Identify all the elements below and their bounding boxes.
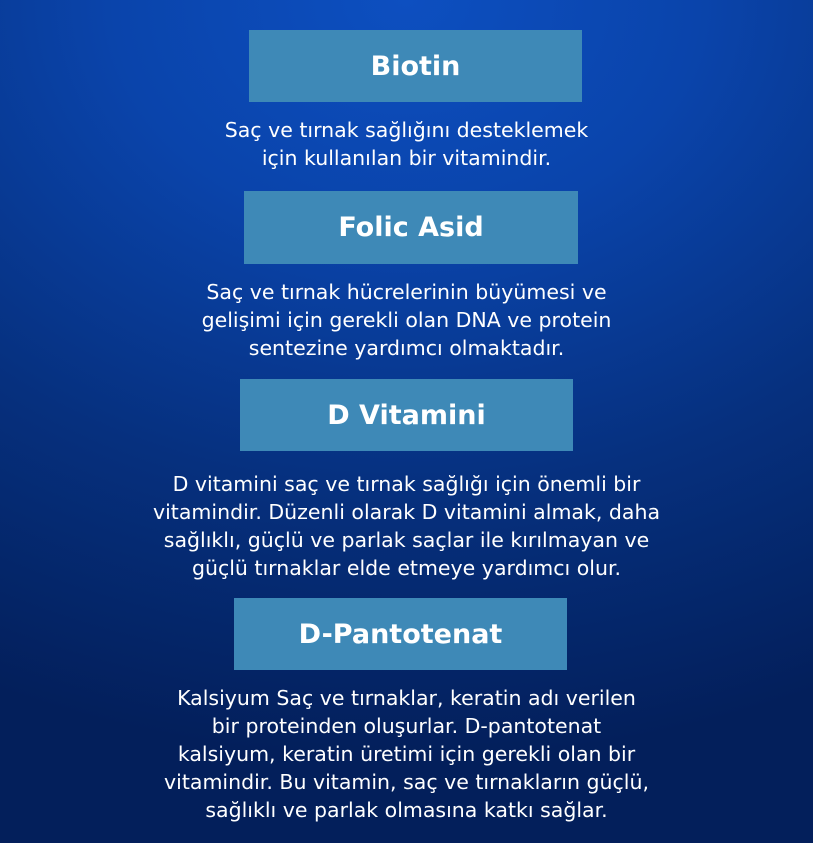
section-title-text: D Vitamini xyxy=(327,399,486,431)
description-line: gelişimi için gerekli olan DNA ve protein xyxy=(201,308,612,332)
description-line: bir proteinden oluşurlar. D-pantotenat xyxy=(211,714,602,738)
section-title-folic-asid xyxy=(244,191,578,264)
section-title-d-pantotenat xyxy=(234,598,567,670)
section-description-biotin xyxy=(0,116,813,172)
description-line: kalsiyum, keratin üretimi için gerekli olan bir xyxy=(177,742,636,766)
description-line: Kalsiyum Saç ve tırnaklar, keratin adı verilen xyxy=(177,686,636,710)
section-title-biotin xyxy=(249,30,582,102)
description-line: sentezine yardımcı olmaktadır. xyxy=(248,336,565,360)
description-line: sağlıklı, güçlü ve parlak saçlar ile kırılmayan ve xyxy=(163,528,650,552)
description-line: Saç ve tırnak hücrelerinin büyümesi ve xyxy=(206,280,607,304)
description-line: Saç ve tırnak sağlığını desteklemek xyxy=(224,118,589,142)
description-line: için kullanılan bir vitamindir. xyxy=(261,146,552,170)
section-description-d-pantotenat xyxy=(0,684,813,824)
description-line: vitamindir. Düzenli olarak D vitamini almak, daha xyxy=(152,500,661,524)
section-title-d-vitamini xyxy=(240,379,573,451)
section-description-folic-asid xyxy=(0,278,813,362)
section-title-text: Biotin xyxy=(370,50,461,82)
section-description-d-vitamini xyxy=(0,470,813,582)
section-title-text: D-Pantotenat xyxy=(298,618,503,650)
description-line: vitamindir. Bu vitamin, saç ve tırnakların güçlü, xyxy=(164,770,649,794)
description-line: güçlü tırnaklar elde etmeye yardımcı olur. xyxy=(191,556,622,580)
description-line: D vitamini saç ve tırnak sağlığı için önemli bir xyxy=(172,472,641,496)
description-line: sağlıklı ve parlak olmasına katkı sağlar. xyxy=(205,798,608,822)
section-title-text: Folic Asid xyxy=(338,212,484,243)
